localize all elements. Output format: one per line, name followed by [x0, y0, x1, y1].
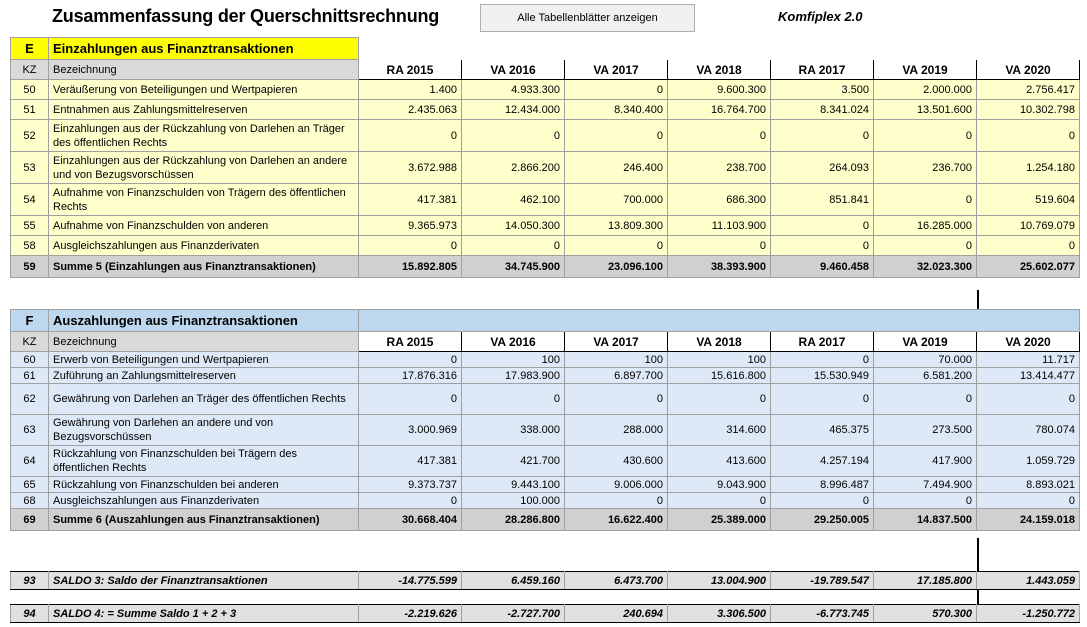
value-cell[interactable]: 0 — [565, 493, 668, 509]
value-cell[interactable]: 9.443.100 — [462, 477, 565, 493]
value-cell[interactable]: 430.600 — [565, 446, 668, 477]
table-row — [11, 415, 1080, 446]
kz-cell: 68 — [11, 493, 49, 509]
sum-value-cell[interactable]: 23.096.100 — [565, 256, 668, 278]
value-cell[interactable]: 686.300 — [668, 184, 771, 216]
value-cell[interactable]: 314.600 — [668, 415, 771, 446]
sum-value-cell[interactable]: 14.837.500 — [874, 509, 977, 531]
value-cell[interactable]: 0 — [668, 120, 771, 152]
value-cell[interactable]: 16.285.000 — [874, 216, 977, 236]
section-letter: E — [11, 38, 49, 60]
year-header: VA 2020 — [977, 60, 1080, 80]
value-cell[interactable]: 7.494.900 — [874, 477, 977, 493]
value-cell[interactable]: 13.414.477 — [977, 368, 1080, 384]
kz-cell: 59 — [11, 256, 49, 278]
value-cell[interactable]: 3.500 — [771, 80, 874, 100]
value-cell[interactable]: 4.933.300 — [462, 80, 565, 100]
sum-value-cell[interactable]: 25.602.077 — [977, 256, 1080, 278]
value-cell[interactable]: 0 — [462, 236, 565, 256]
value-cell[interactable]: 16.764.700 — [668, 100, 771, 120]
kz-cell: 58 — [11, 236, 49, 256]
value-cell[interactable]: 0 — [565, 236, 668, 256]
section-title-row — [11, 38, 1080, 60]
section-title: Auszahlungen aus Finanztransaktionen — [49, 310, 359, 332]
value-cell[interactable]: 9.006.000 — [565, 477, 668, 493]
value-cell[interactable]: 417.900 — [874, 446, 977, 477]
saldo-value-cell[interactable]: 6.473.700 — [565, 572, 668, 590]
saldo-row — [11, 572, 1080, 590]
sum-value-cell[interactable]: 15.892.805 — [359, 256, 462, 278]
year-header: RA 2017 — [771, 60, 874, 80]
saldo-value-cell[interactable]: 13.004.900 — [668, 572, 771, 590]
value-cell[interactable]: 12.434.000 — [462, 100, 565, 120]
table-saldo-3 — [10, 571, 1080, 590]
show-all-sheets-button[interactable]: Alle Tabellenblätter anzeigen — [480, 4, 695, 32]
year-header: VA 2017 — [565, 332, 668, 352]
value-cell[interactable]: 338.000 — [462, 415, 565, 446]
table-row — [11, 446, 1080, 477]
kz-cell: 93 — [11, 572, 49, 590]
value-cell[interactable]: 0 — [462, 120, 565, 152]
description-cell: Aufnahme von Finanzschulden von Trägern des öffentlichen Rechts — [49, 184, 359, 216]
saldo-value-cell[interactable]: -14.775.599 — [359, 572, 462, 590]
kz-cell: 55 — [11, 216, 49, 236]
saldo-value-cell[interactable]: 1.443.059 — [977, 572, 1080, 590]
value-cell[interactable]: 0 — [874, 493, 977, 509]
saldo-value-cell[interactable]: -19.789.547 — [771, 572, 874, 590]
sum-value-cell[interactable]: 24.159.018 — [977, 509, 1080, 531]
kz-cell: 51 — [11, 100, 49, 120]
table-row — [11, 216, 1080, 236]
value-cell[interactable]: 700.000 — [565, 184, 668, 216]
value-cell[interactable]: 264.093 — [771, 152, 874, 184]
column-divider — [977, 290, 979, 309]
value-cell[interactable]: 246.400 — [565, 152, 668, 184]
page-title: Zusammenfassung der Querschnittsrechnung — [52, 6, 440, 26]
value-cell[interactable]: 3.672.988 — [359, 152, 462, 184]
value-cell[interactable]: 0 — [359, 352, 462, 368]
table-row — [11, 100, 1080, 120]
value-cell[interactable]: 0 — [771, 236, 874, 256]
description-cell: Aufnahme von Finanzschulden von anderen — [49, 216, 359, 236]
value-cell[interactable]: 1.254.180 — [977, 152, 1080, 184]
value-cell[interactable]: 236.700 — [874, 152, 977, 184]
value-cell[interactable]: 13.501.600 — [874, 100, 977, 120]
value-cell[interactable]: 100 — [668, 352, 771, 368]
column-divider — [977, 589, 979, 604]
brand-label: Komfiplex 2.0 — [778, 9, 863, 24]
value-cell[interactable]: 70.000 — [874, 352, 977, 368]
value-cell[interactable]: 11.717 — [977, 352, 1080, 368]
year-header: VA 2016 — [462, 60, 565, 80]
value-cell[interactable]: 0 — [668, 384, 771, 415]
year-header: VA 2018 — [668, 60, 771, 80]
bezeichnung-header: Bezeichnung — [49, 60, 359, 80]
value-cell[interactable]: 0 — [359, 120, 462, 152]
kz-cell: 62 — [11, 384, 49, 415]
value-cell[interactable]: 0 — [668, 493, 771, 509]
value-cell[interactable]: 0 — [977, 120, 1080, 152]
sum-value-cell[interactable]: 34.745.900 — [462, 256, 565, 278]
value-cell[interactable]: 0 — [874, 384, 977, 415]
description-cell: Gewährung von Darlehen an Träger des öffentlichen Rechts — [49, 384, 359, 415]
value-cell[interactable]: 2.000.000 — [874, 80, 977, 100]
description-cell: Einzahlungen aus der Rückzahlung von Darlehen an andere und von Bezugsvorschüssen — [49, 152, 359, 184]
value-cell[interactable]: 8.893.021 — [977, 477, 1080, 493]
saldo-value-cell[interactable]: -6.773.745 — [771, 605, 874, 623]
sum-value-cell[interactable]: 16.622.400 — [565, 509, 668, 531]
year-header: VA 2020 — [977, 332, 1080, 352]
saldo-value-cell[interactable]: -2.219.626 — [359, 605, 462, 623]
value-cell[interactable]: 519.604 — [977, 184, 1080, 216]
value-cell[interactable]: 0 — [771, 384, 874, 415]
value-cell[interactable]: 1.400 — [359, 80, 462, 100]
value-cell[interactable]: 0 — [977, 236, 1080, 256]
value-cell[interactable]: 0 — [977, 384, 1080, 415]
value-cell[interactable]: 1.059.729 — [977, 446, 1080, 477]
value-cell[interactable]: 273.500 — [874, 415, 977, 446]
kz-cell: 65 — [11, 477, 49, 493]
value-cell[interactable]: 0 — [359, 236, 462, 256]
value-cell[interactable]: 6.897.700 — [565, 368, 668, 384]
value-cell[interactable]: 0 — [359, 384, 462, 415]
value-cell[interactable]: 11.103.900 — [668, 216, 771, 236]
value-cell[interactable]: 8.341.024 — [771, 100, 874, 120]
value-cell[interactable]: 465.375 — [771, 415, 874, 446]
year-header: VA 2019 — [874, 60, 977, 80]
sum-value-cell[interactable]: 28.286.800 — [462, 509, 565, 531]
saldo-label: SALDO 3: Saldo der Finanztransaktionen — [49, 572, 359, 590]
section-title-row — [11, 310, 1080, 332]
description-cell: Ausgleichszahlungen aus Finanzderivaten — [49, 493, 359, 509]
value-cell[interactable]: 15.616.800 — [668, 368, 771, 384]
value-cell[interactable]: 0 — [565, 120, 668, 152]
value-cell[interactable]: 15.530.949 — [771, 368, 874, 384]
table-row — [11, 152, 1080, 184]
table-row — [11, 493, 1080, 509]
saldo-value-cell[interactable]: 6.459.160 — [462, 572, 565, 590]
description-cell: Ausgleichszahlungen aus Finanzderivaten — [49, 236, 359, 256]
column-header-row — [11, 332, 1080, 352]
sum-label: Summe 5 (Einzahlungen aus Finanztransaktionen) — [49, 256, 359, 278]
saldo-value-cell[interactable]: 3.306.500 — [668, 605, 771, 623]
description-cell: Zuführung an Zahlungsmittelreserven — [49, 368, 359, 384]
table-row — [11, 236, 1080, 256]
value-cell[interactable]: 413.600 — [668, 446, 771, 477]
kz-cell: 63 — [11, 415, 49, 446]
value-cell[interactable]: 238.700 — [668, 152, 771, 184]
description-cell: Gewährung von Darlehen an andere und von Bezugsvorschüssen — [49, 415, 359, 446]
description-cell: Rückzahlung von Finanzschulden bei anderen — [49, 477, 359, 493]
value-cell[interactable]: 0 — [462, 384, 565, 415]
value-cell[interactable]: 100 — [565, 352, 668, 368]
section-title-filler — [359, 38, 1080, 60]
kz-cell: 69 — [11, 509, 49, 531]
table-row — [11, 120, 1080, 152]
table-row — [11, 384, 1080, 415]
year-header: RA 2015 — [359, 332, 462, 352]
section-title: Einzahlungen aus Finanztransaktionen — [49, 38, 359, 60]
value-cell[interactable]: 0 — [668, 236, 771, 256]
value-cell[interactable]: 9.373.737 — [359, 477, 462, 493]
saldo-value-cell[interactable]: 240.694 — [565, 605, 668, 623]
value-cell[interactable]: 780.074 — [977, 415, 1080, 446]
description-cell: Erwerb von Beteiligungen und Wertpapieren — [49, 352, 359, 368]
value-cell[interactable]: 6.581.200 — [874, 368, 977, 384]
value-cell[interactable]: 17.876.316 — [359, 368, 462, 384]
column-divider — [977, 538, 979, 571]
value-cell[interactable]: 288.000 — [565, 415, 668, 446]
kz-header: KZ — [11, 60, 49, 80]
value-cell[interactable]: 2.756.417 — [977, 80, 1080, 100]
sum-value-cell[interactable]: 38.393.900 — [668, 256, 771, 278]
value-cell[interactable]: 0 — [771, 493, 874, 509]
kz-cell: 52 — [11, 120, 49, 152]
description-cell: Entnahmen aus Zahlungsmittelreserven — [49, 100, 359, 120]
table-row — [11, 477, 1080, 493]
value-cell[interactable]: 0 — [565, 384, 668, 415]
value-cell[interactable]: 9.043.900 — [668, 477, 771, 493]
saldo-label: SALDO 4: = Summe Saldo 1 + 2 + 3 — [49, 605, 359, 623]
value-cell[interactable]: 0 — [771, 352, 874, 368]
table-row — [11, 184, 1080, 216]
kz-cell: 94 — [11, 605, 49, 623]
kz-cell: 53 — [11, 152, 49, 184]
table-auszahlungen — [10, 309, 1080, 531]
year-header: VA 2016 — [462, 332, 565, 352]
kz-header: KZ — [11, 332, 49, 352]
year-header: VA 2017 — [565, 60, 668, 80]
value-cell[interactable]: 417.381 — [359, 446, 462, 477]
value-cell[interactable]: 17.983.900 — [462, 368, 565, 384]
sum-value-cell[interactable]: 29.250.005 — [771, 509, 874, 531]
table-einzahlungen — [10, 37, 1080, 278]
value-cell[interactable]: 462.100 — [462, 184, 565, 216]
table-row — [11, 80, 1080, 100]
value-cell[interactable]: 100.000 — [462, 493, 565, 509]
value-cell[interactable]: 4.257.194 — [771, 446, 874, 477]
saldo-value-cell[interactable]: -2.727.700 — [462, 605, 565, 623]
value-cell[interactable]: 2.866.200 — [462, 152, 565, 184]
table-row — [11, 368, 1080, 384]
saldo-value-cell[interactable]: 570.300 — [874, 605, 977, 623]
kz-cell: 61 — [11, 368, 49, 384]
kz-cell: 50 — [11, 80, 49, 100]
kz-cell: 54 — [11, 184, 49, 216]
saldo-row — [11, 605, 1080, 623]
value-cell[interactable]: 0 — [874, 236, 977, 256]
description-cell: Veräußerung von Beteiligungen und Wertpapieren — [49, 80, 359, 100]
value-cell[interactable]: 9.600.300 — [668, 80, 771, 100]
sum-row — [11, 256, 1080, 278]
value-cell[interactable]: 100 — [462, 352, 565, 368]
sum-value-cell[interactable]: 32.023.300 — [874, 256, 977, 278]
kz-cell: 60 — [11, 352, 49, 368]
value-cell[interactable]: 0 — [565, 80, 668, 100]
value-cell[interactable]: 8.996.487 — [771, 477, 874, 493]
saldo-value-cell[interactable]: 17.185.800 — [874, 572, 977, 590]
value-cell[interactable]: 0 — [977, 493, 1080, 509]
kz-cell: 64 — [11, 446, 49, 477]
year-header: VA 2019 — [874, 332, 977, 352]
sum-value-cell[interactable]: 30.668.404 — [359, 509, 462, 531]
value-cell[interactable]: 10.769.079 — [977, 216, 1080, 236]
section-letter: F — [11, 310, 49, 332]
value-cell[interactable]: 3.000.969 — [359, 415, 462, 446]
value-cell[interactable]: 10.302.798 — [977, 100, 1080, 120]
sum-label: Summe 6 (Auszahlungen aus Finanztransaktionen) — [49, 509, 359, 531]
value-cell[interactable]: 0 — [359, 493, 462, 509]
bezeichnung-header: Bezeichnung — [49, 332, 359, 352]
value-cell[interactable]: 13.809.300 — [565, 216, 668, 236]
year-header: RA 2017 — [771, 332, 874, 352]
value-cell[interactable]: 2.435.063 — [359, 100, 462, 120]
value-cell[interactable]: 0 — [874, 184, 977, 216]
value-cell[interactable]: 0 — [771, 120, 874, 152]
value-cell[interactable]: 8.340.400 — [565, 100, 668, 120]
value-cell[interactable]: 0 — [771, 216, 874, 236]
table-saldo-4 — [10, 604, 1080, 623]
description-cell: Einzahlungen aus der Rückzahlung von Darlehen an Träger des öffentlichen Rechts — [49, 120, 359, 152]
sum-value-cell[interactable]: 9.460.458 — [771, 256, 874, 278]
value-cell[interactable]: 851.841 — [771, 184, 874, 216]
value-cell[interactable]: 417.381 — [359, 184, 462, 216]
year-header: RA 2015 — [359, 60, 462, 80]
value-cell[interactable]: 9.365.973 — [359, 216, 462, 236]
value-cell[interactable]: 14.050.300 — [462, 216, 565, 236]
sum-row — [11, 509, 1080, 531]
section-title-filler — [359, 310, 1080, 332]
saldo-value-cell[interactable]: -1.250.772 — [977, 605, 1080, 623]
table-row — [11, 352, 1080, 368]
sum-value-cell[interactable]: 25.389.000 — [668, 509, 771, 531]
column-header-row — [11, 60, 1080, 80]
value-cell[interactable]: 0 — [874, 120, 977, 152]
value-cell[interactable]: 421.700 — [462, 446, 565, 477]
description-cell: Rückzahlung von Finanzschulden bei Trägern des öffentlichen Rechts — [49, 446, 359, 477]
year-header: VA 2018 — [668, 332, 771, 352]
